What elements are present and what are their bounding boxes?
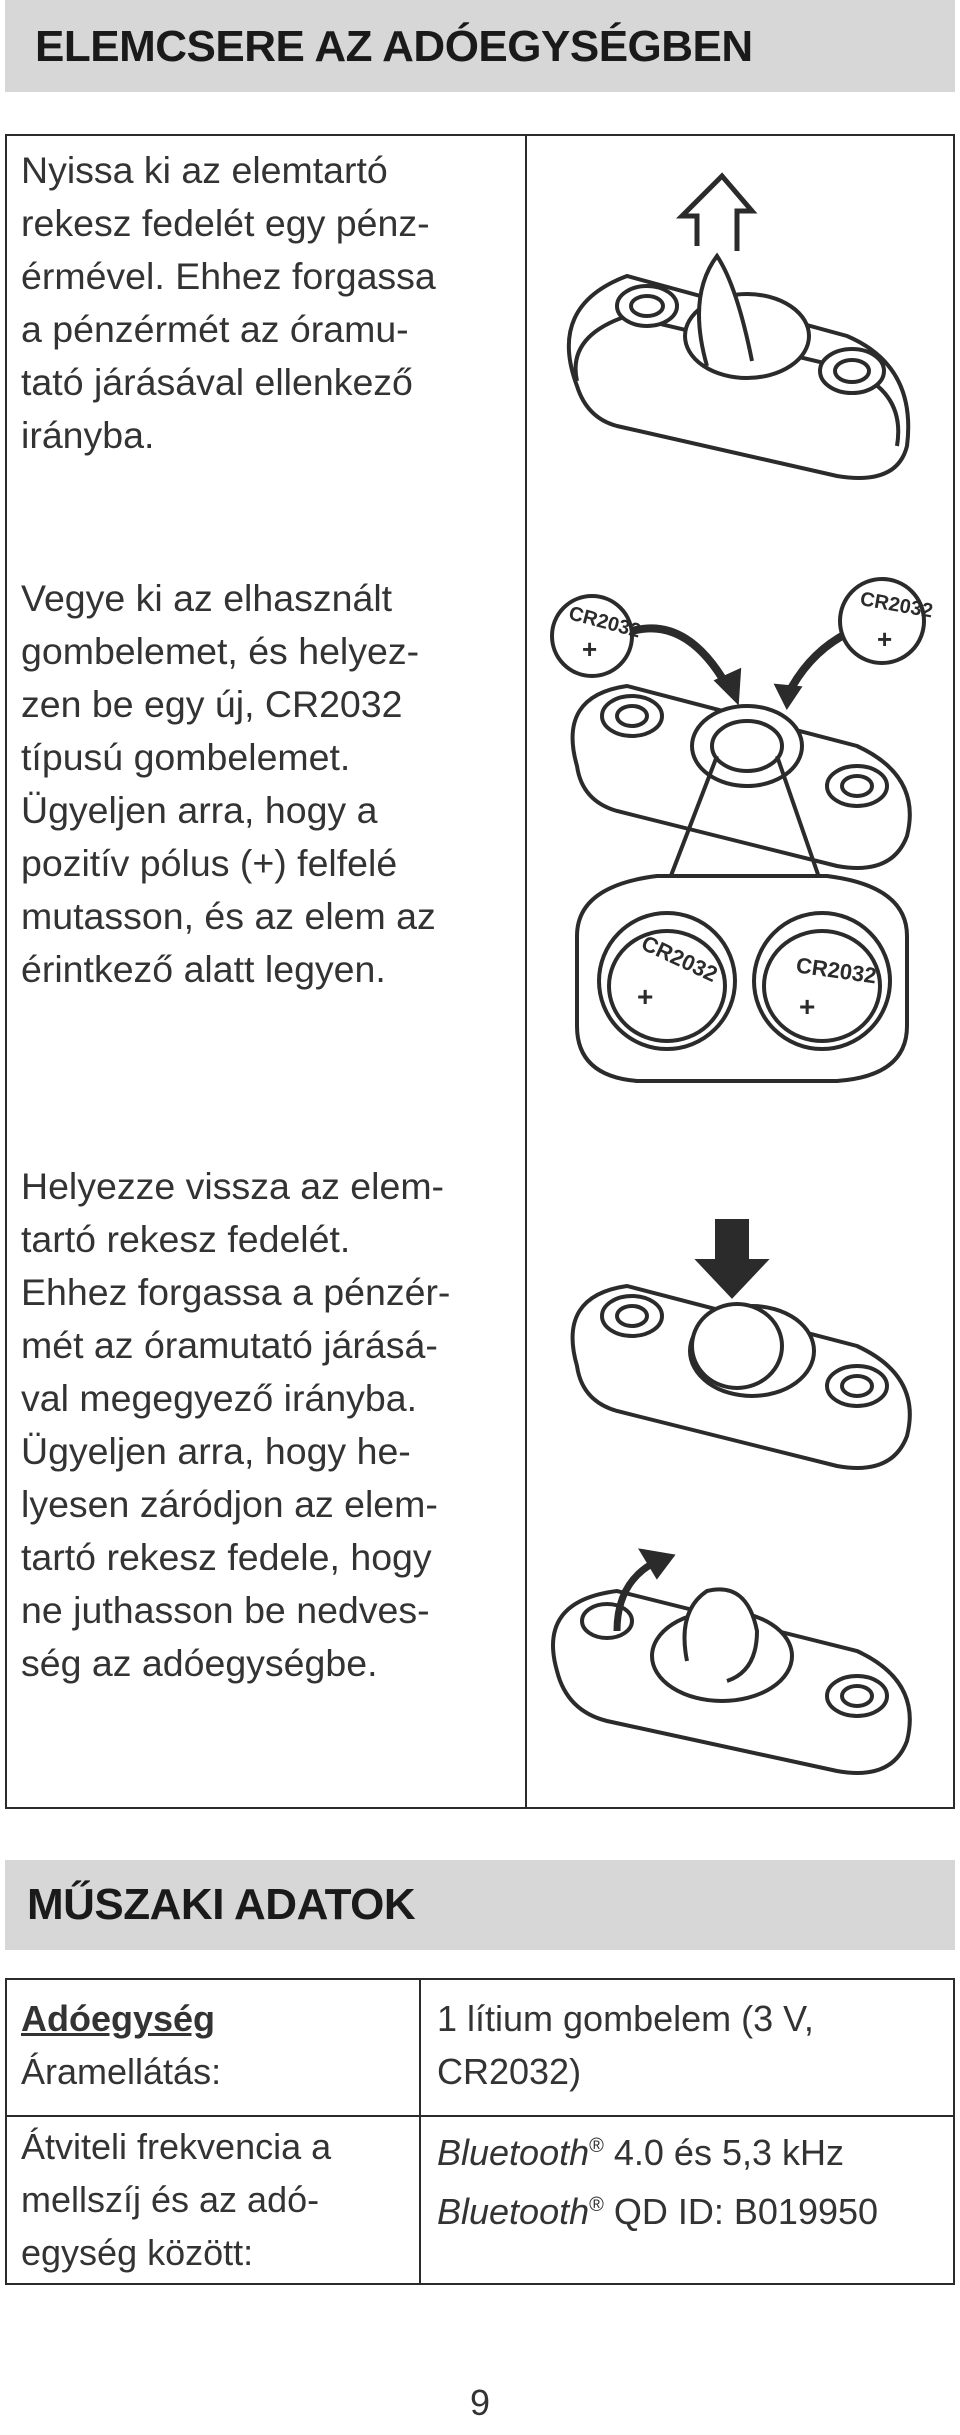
text-line: tató járásával ellenkező	[21, 361, 413, 403]
page-number: 9	[469, 2382, 491, 2423]
table-cell-frequency-label	[21, 2120, 331, 2279]
text-line: irányba.	[21, 414, 155, 456]
text-line: egység között:	[21, 2232, 254, 2273]
text-line: rekesz fedelét egy pénz-	[21, 202, 430, 244]
table-cell-power-label	[21, 1992, 221, 2098]
text-line: Átviteli frekvencia a	[21, 2126, 332, 2167]
step-3-text	[21, 1160, 511, 1690]
text-line: Helyezze vissza az elem-	[21, 1165, 445, 1207]
specs-table	[5, 1978, 955, 2285]
text-line: típusú gombelemet.	[21, 736, 351, 778]
frequency-value-line	[437, 2120, 878, 2179]
table-row-divider	[7, 2115, 953, 2117]
text-line: ne juthasson be nedves-	[21, 1589, 430, 1631]
bluetooth-brand: Bluetooth	[437, 2132, 590, 2173]
plus-sign: +	[877, 624, 893, 654]
text-line: mutasson, és az elem az	[21, 895, 436, 937]
table-cell-power-value	[437, 1992, 814, 2098]
qd-id-value: QD ID: B019950	[603, 2191, 879, 2232]
qd-id-value-line	[437, 2179, 878, 2238]
open-cover-illustration	[537, 156, 937, 566]
battery-label: CR2032	[637, 930, 722, 987]
text-line: Ügyeljen arra, hogy he-	[21, 1430, 411, 1472]
close-cover-illustration	[537, 1521, 937, 1791]
insert-cover-illustration	[537, 1216, 937, 1496]
table-cell-frequency-value	[437, 2120, 878, 2238]
battery-label: CR2032	[566, 602, 643, 643]
plus-sign: +	[637, 981, 654, 1012]
column-divider	[525, 136, 527, 1807]
text-line: a pénzérmét az óramu-	[21, 308, 409, 350]
text-line: lyesen záródjon az elem-	[21, 1483, 438, 1525]
table-column-divider	[419, 1980, 421, 2283]
battery-label: CR2032	[858, 588, 935, 623]
text-line: val megegyező irányba.	[21, 1377, 418, 1419]
plus-sign: +	[582, 634, 598, 664]
section-heading-tech-specs	[5, 1860, 955, 1950]
bluetooth-brand: Bluetooth	[437, 2191, 590, 2232]
step-2-text	[21, 572, 511, 996]
text-line: érmével. Ehhez forgassa	[21, 255, 436, 297]
text-line: Vegye ki az elhasznált	[21, 577, 393, 619]
text-line: 1 lítium gombelem (3 V,	[437, 1998, 814, 2039]
text-line: pozitív pólus (+) felfelé	[21, 842, 398, 884]
frequency-value: 4.0 és 5,3 kHz	[603, 2132, 844, 2173]
text-line: Ehhez forgassa a pénzér-	[21, 1271, 451, 1313]
text-line: zen be egy új, CR2032	[21, 683, 403, 725]
text-line: érintkező alatt legyen.	[21, 948, 386, 990]
section-title: ELEMCSERE AZ ADÓEGYSÉGBEN	[35, 22, 753, 71]
text-line: mellszíj és az adó-	[21, 2179, 320, 2220]
section-heading-battery-change	[5, 0, 955, 92]
registered-mark: ®	[589, 2135, 604, 2157]
text-line: mét az óramutató járásá-	[21, 1324, 438, 1366]
battery-steps-box	[5, 134, 955, 1809]
section-title: MŰSZAKI ADATOK	[27, 1880, 416, 1929]
replace-battery-illustration	[537, 576, 937, 1096]
plus-sign: +	[799, 991, 816, 1022]
step-1-text	[21, 144, 511, 462]
registered-mark: ®	[589, 2194, 604, 2216]
text-line: Nyissa ki az elemtartó	[21, 149, 388, 191]
power-supply-label: Áramellátás:	[21, 2051, 222, 2092]
text-line: tartó rekesz fedelét.	[21, 1218, 351, 1260]
text-line: ség az adóegységbe.	[21, 1642, 378, 1684]
text-line: gombelemet, és helyez-	[21, 630, 420, 672]
battery-label: CR2032	[794, 952, 878, 989]
text-line: Ügyeljen arra, hogy a	[21, 789, 378, 831]
transmitter-label: Adóegység	[21, 1998, 216, 2039]
text-line: CR2032)	[437, 2051, 582, 2092]
text-line: tartó rekesz fedele, hogy	[21, 1536, 432, 1578]
